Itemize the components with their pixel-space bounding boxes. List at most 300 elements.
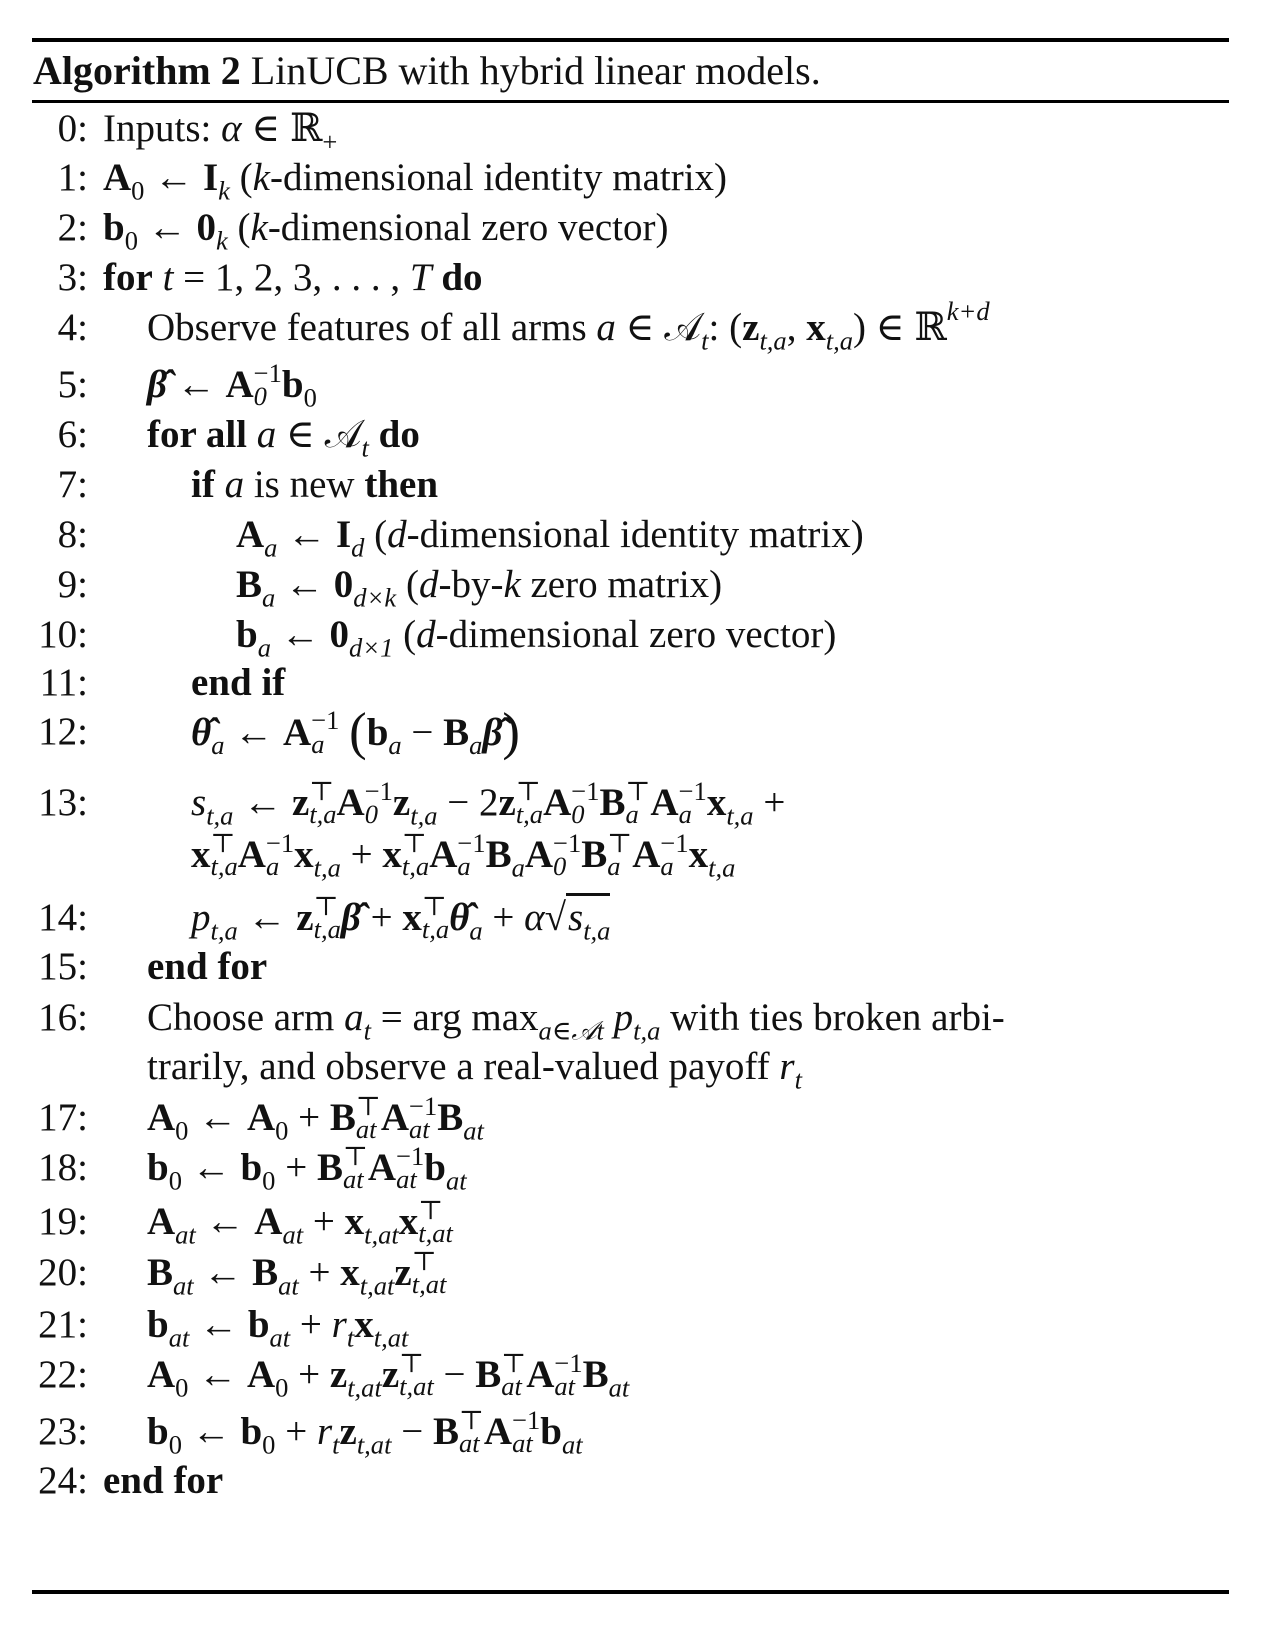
text-token: ← [237,896,297,939]
text-token: − 2 [437,781,499,824]
text-token: ← [270,613,330,656]
italic-token: t [162,256,174,299]
bold-token: B [147,1251,174,1294]
sub-superscript [411,1245,447,1300]
superscript: ⊤ [515,775,541,806]
superscript: ⊤ [607,827,633,858]
superscript: −1 [554,1347,583,1378]
sub-superscript [553,827,582,882]
line-content [103,253,483,303]
line-number: 1: [57,156,88,199]
bold-token: z [329,1353,348,1396]
text-token: ← [181,1146,241,1189]
subscript: k [218,175,230,206]
text-token: ← [189,1303,248,1346]
algorithm-line [0,104,1274,157]
text-token: ( [396,563,419,606]
subscript: 0 [168,1165,182,1196]
bold-token: x [344,1200,365,1243]
subscript: t,at [356,1429,392,1460]
text-token: ← [224,710,284,754]
italic-token: d [418,563,439,606]
subscript: t,a [825,325,853,356]
bold-token: A [236,513,265,556]
sub-superscript [458,1404,484,1459]
subscript: a [607,851,621,882]
bold-token: B [236,563,263,606]
sub-superscript [457,827,486,882]
sub-superscript [409,1090,438,1145]
line-number: 22: [38,1353,88,1396]
bold-token: b [247,1303,270,1346]
bold-token: z [394,1251,412,1294]
bold-italic-token: β̂ [482,710,503,754]
line-number: 6: [57,413,88,456]
italic-token: k [503,563,521,606]
subscript: a [264,532,278,563]
subscript: t,a [210,915,238,946]
superscript: −1 [253,357,282,388]
bold-token: A [543,781,572,824]
subscript: 0 [253,381,267,412]
bold-token: b [240,1410,263,1453]
algorithm-line [0,560,1274,613]
subscript: at [168,1322,190,1353]
text-token: ← [277,513,336,556]
square-root [566,893,611,946]
algorithm-line [0,1042,1274,1095]
text-token [247,413,257,456]
subscript: t,at [364,1219,399,1250]
subscript: a [469,730,483,761]
bold-token: x [191,833,211,876]
subscript: at [561,1429,583,1460]
text-token: + [290,1303,332,1346]
superscript: ⊤ [342,1140,368,1171]
line-content [147,1194,453,1250]
subscript: at [501,1371,522,1402]
line-content [147,1347,630,1403]
subscript: t,a [726,800,754,831]
subscript: 0 [303,382,317,413]
text-token: + [275,1410,317,1453]
bold-token: 0 [196,206,216,249]
superscript: −1 [409,1090,438,1121]
bold-token: b [281,363,304,406]
bold-token: b [540,1410,562,1453]
text-token: ← [166,363,226,406]
bold-token: b [236,613,258,656]
line-content [147,1090,484,1146]
subscript: t,a [633,1015,661,1046]
subscript: + [322,126,338,157]
bold-token: z [339,1410,357,1453]
text-token: -dimensional identity matrix) [406,513,864,556]
bold-token: B [316,1146,343,1189]
top-rule [32,38,1229,42]
line-content [191,658,285,708]
line-number: 9: [57,563,88,606]
algorithm-line [0,1300,1274,1353]
line-number: 2: [57,206,88,249]
subscript: t,at [347,1372,382,1403]
text-token: : ( [708,306,743,349]
italic-token: k [250,206,268,249]
text-token: − [401,710,444,754]
sub-superscript [554,1347,583,1402]
text-token: is new [244,463,365,506]
bold-italic-token: β̂ [340,896,361,939]
bold-token: A [147,1096,176,1139]
sub-superscript [501,1347,527,1402]
superscript: ⊤ [309,775,335,806]
algorithm-line [0,610,1274,663]
line-number: 13: [38,781,88,824]
bottom-rule [32,1590,1229,1594]
algorithm-line [0,993,1274,1046]
algorithm-line [0,1404,1274,1460]
subscript: at [512,1428,533,1459]
sub-superscript [399,1347,434,1402]
superscript: k+d [946,296,990,327]
algorithm-line [0,1090,1274,1146]
sub-superscript [660,827,689,882]
bold-token: A [526,1353,555,1396]
bold-token: I [335,513,352,556]
text-token: Observe features of all arms [147,306,597,349]
sub-superscript [607,827,633,882]
text-token: -by- [438,563,504,606]
bold-token: A [147,1200,176,1243]
subscript: t,a [206,800,234,831]
bold-token: do [441,256,483,299]
text-token [153,256,163,299]
line-content [191,890,611,946]
subscript: at [355,1114,377,1145]
bold-token: x [354,1303,374,1346]
subscript: a [262,582,276,613]
italic-token: a [224,463,245,506]
subscript: t,at [411,1269,447,1300]
line-content [147,296,990,356]
subscript: a [469,915,483,946]
sub-superscript [342,1140,368,1195]
line-content [191,775,786,831]
subscript: at [173,1270,194,1301]
bold-token: A [650,781,679,824]
line-number: 11: [39,661,88,704]
text-token: − [391,1410,433,1453]
sub-superscript [364,775,393,830]
subscript: t,at [359,1270,395,1301]
algorithm-line [0,827,1274,883]
sub-superscript [418,1194,453,1249]
text-token: ← [188,1096,247,1139]
text-token: Choose arm [147,996,345,1039]
bold-token: A [336,781,365,824]
sub-superscript [678,775,707,830]
subscript: a [211,730,225,761]
line-number: 7: [57,463,88,506]
line-content [147,993,1005,1046]
subscript: t,a [309,799,337,830]
text-token: -dimensional zero vector) [267,206,669,249]
line-number: 17: [38,1096,88,1139]
subscript: at [282,1219,304,1250]
superscript: −1 [265,827,295,858]
line-content [191,703,520,761]
bold-token: z [498,781,516,824]
text-token: ∈ 𝒜 [276,413,362,456]
algorithm-line [0,703,1274,761]
line-content [103,203,669,256]
text-token: with ties broken arbi- [660,996,1005,1039]
sub-superscript [401,827,430,882]
text-token: + [288,1096,330,1139]
bold-token: z [392,781,411,824]
bold-token: x [340,1251,360,1294]
algorithm-line [0,1194,1274,1250]
bold-token: A [103,156,132,199]
superscript: ⊤ [418,1194,444,1225]
italic-token: p [613,996,634,1039]
italic-token: T [409,256,432,299]
bold-token: A [524,833,554,876]
algorithm-line [0,890,1274,946]
line-number: 5: [57,363,88,406]
line-number: 16: [38,996,88,1039]
subscript: 0 [275,1372,289,1403]
italic-token: p [191,896,211,939]
sub-superscript [515,775,544,830]
superscript: −1 [660,827,689,858]
text-token: ← [181,1410,241,1453]
line-number: 8: [57,513,88,556]
subscript: at [608,1372,630,1403]
subscript: t,a [421,914,450,945]
subscript: d×1 [348,632,394,663]
algorithm-line [0,410,1274,463]
superscript: ⊤ [421,890,447,921]
line-content [147,1140,467,1196]
bold-token: B [582,1353,609,1396]
bold-token: for all [147,413,248,456]
algorithm-line [0,775,1274,831]
italic-token: α [221,107,242,150]
text-token: ∈ 𝒜 [615,306,702,349]
bold-token: B [599,781,626,824]
superscript: ⊤ [399,1347,425,1378]
algorithm-line [0,942,1274,992]
subscript: 0 [168,1429,182,1460]
sub-superscript [311,705,340,760]
text-token: ← [193,1251,253,1294]
text-token: Inputs: [103,107,222,150]
superscript: ⊤ [625,775,651,806]
text-token: + [482,896,525,939]
bold-token: x [382,833,402,876]
bold-token: b [366,710,389,754]
bold-token: b [240,1146,263,1189]
bold-token: A [254,1200,283,1243]
algorithm-label: Algorithm 2 [33,48,241,93]
superscript: ⊤ [458,1404,484,1435]
large-paren: ) [502,703,520,761]
bold-token: A [225,363,254,406]
bold-token: z [742,306,760,349]
line-number: 14: [38,896,88,939]
subscript: at [342,1164,364,1195]
algorithm-line [0,203,1274,256]
text-token: + [340,833,383,876]
subscript: t [332,1429,340,1460]
subscript: 0 [131,175,145,206]
line-number: 19: [38,1200,88,1243]
text-token: , [786,306,807,349]
bold-token: z [296,896,314,939]
superscript: −1 [364,775,393,806]
subscript: t [794,1064,802,1095]
sub-superscript [355,1090,381,1145]
italic-token: a [344,996,364,1039]
text-token [432,256,442,299]
algorithm-line [0,153,1274,206]
bold-token: A [632,833,661,876]
bold-token: if [191,463,215,506]
bold-token: b [103,206,125,249]
line-number: 3: [57,256,88,299]
bold-token: x [294,833,314,876]
italic-token: d [416,613,436,656]
bold-token: B [443,710,470,754]
subscript: t,a [759,325,787,356]
bold-token: end for [103,1459,224,1502]
subscript: a [660,851,674,882]
sub-superscript [309,775,337,830]
superscript: ⊤ [210,827,236,858]
text-token: -dimensional zero vector) [435,613,837,656]
bold-token: A [246,1096,276,1139]
text-token: -dimensional identity matrix) [269,156,728,199]
subscript: d [351,532,365,563]
subscript: t,a [313,852,341,883]
text-token: + [298,1251,341,1294]
bold-token: x [688,833,709,876]
text-token: ← [275,563,334,606]
italic-token: r [779,1045,795,1088]
subscript: a∈𝒜t [538,1015,604,1046]
subscript: t,a [583,915,611,946]
text-token: − [433,1353,476,1396]
text-token [604,996,614,1039]
subscript: d×k [353,582,397,613]
bold-token: for [103,256,153,299]
text-token: ← [195,1200,255,1243]
bold-token: do [378,413,420,456]
sub-superscript [512,1404,541,1459]
subscript: t [361,432,369,463]
algorithm-line [0,460,1274,510]
sub-superscript [625,775,651,830]
sub-superscript [313,890,341,945]
algorithm-line [0,357,1274,413]
algorithm-caption [33,44,821,98]
superscript: −1 [512,1404,541,1435]
subscript: 0 [175,1372,189,1403]
text-token: ← [137,206,197,249]
line-content [191,827,736,883]
subscript: 0 [364,799,378,830]
line-content [103,153,728,206]
superscript: ⊤ [411,1245,437,1276]
text-token: ← [233,781,292,824]
bold-token: b [147,1303,169,1346]
algorithm-line [0,253,1274,303]
algorithm-line [0,1347,1274,1403]
sub-superscript [253,357,282,412]
bold-token: A [237,833,266,876]
text-token: ∈ ℝ [241,107,323,150]
bold-token: b [424,1146,446,1189]
subscript: a [257,632,271,663]
text-token: + [275,1146,317,1189]
superscript: ⊤ [355,1090,381,1121]
subscript: at [463,1115,484,1146]
subscript: a [265,851,280,882]
subscript: at [458,1428,480,1459]
subscript: t [363,1015,372,1046]
italic-token: a [256,413,277,456]
subscript: at [175,1219,196,1250]
italic-token: a [596,306,616,349]
superscript: −1 [571,775,600,806]
subscript: 0 [175,1115,189,1146]
bold-token: B [437,1096,464,1139]
bold-token: I [202,156,219,199]
line-number: 24: [38,1459,88,1502]
subscript: t [346,1322,355,1353]
line-number: 20: [38,1251,88,1294]
bold-token: x [706,781,727,824]
text-token [215,463,225,506]
line-content [147,1300,409,1353]
subscript: t,at [373,1322,409,1353]
bold-token: B [485,833,512,876]
line-number: 12: [38,710,88,753]
italic-token: k [252,156,270,199]
subscript: 0 [553,851,567,882]
text-token: zero matrix) [520,563,723,606]
bold-token: then [364,463,439,506]
bold-token: B [581,833,608,876]
text-token: ← [144,156,203,199]
subscript: t [701,325,709,356]
subscript: t,at [418,1218,453,1249]
bold-italic-token: β̂ [147,363,167,406]
large-paren: ( [349,703,367,761]
subscript: t,at [399,1371,434,1402]
line-content [236,560,723,613]
superscript: −1 [311,705,340,736]
italic-token: α [524,896,545,939]
subscript: at [554,1371,575,1402]
subscript: t,a [313,914,341,945]
line-number: 21: [38,1303,88,1346]
sub-superscript [571,775,600,830]
superscript: −1 [457,827,486,858]
line-content [191,460,438,510]
italic-token: s [191,781,207,824]
